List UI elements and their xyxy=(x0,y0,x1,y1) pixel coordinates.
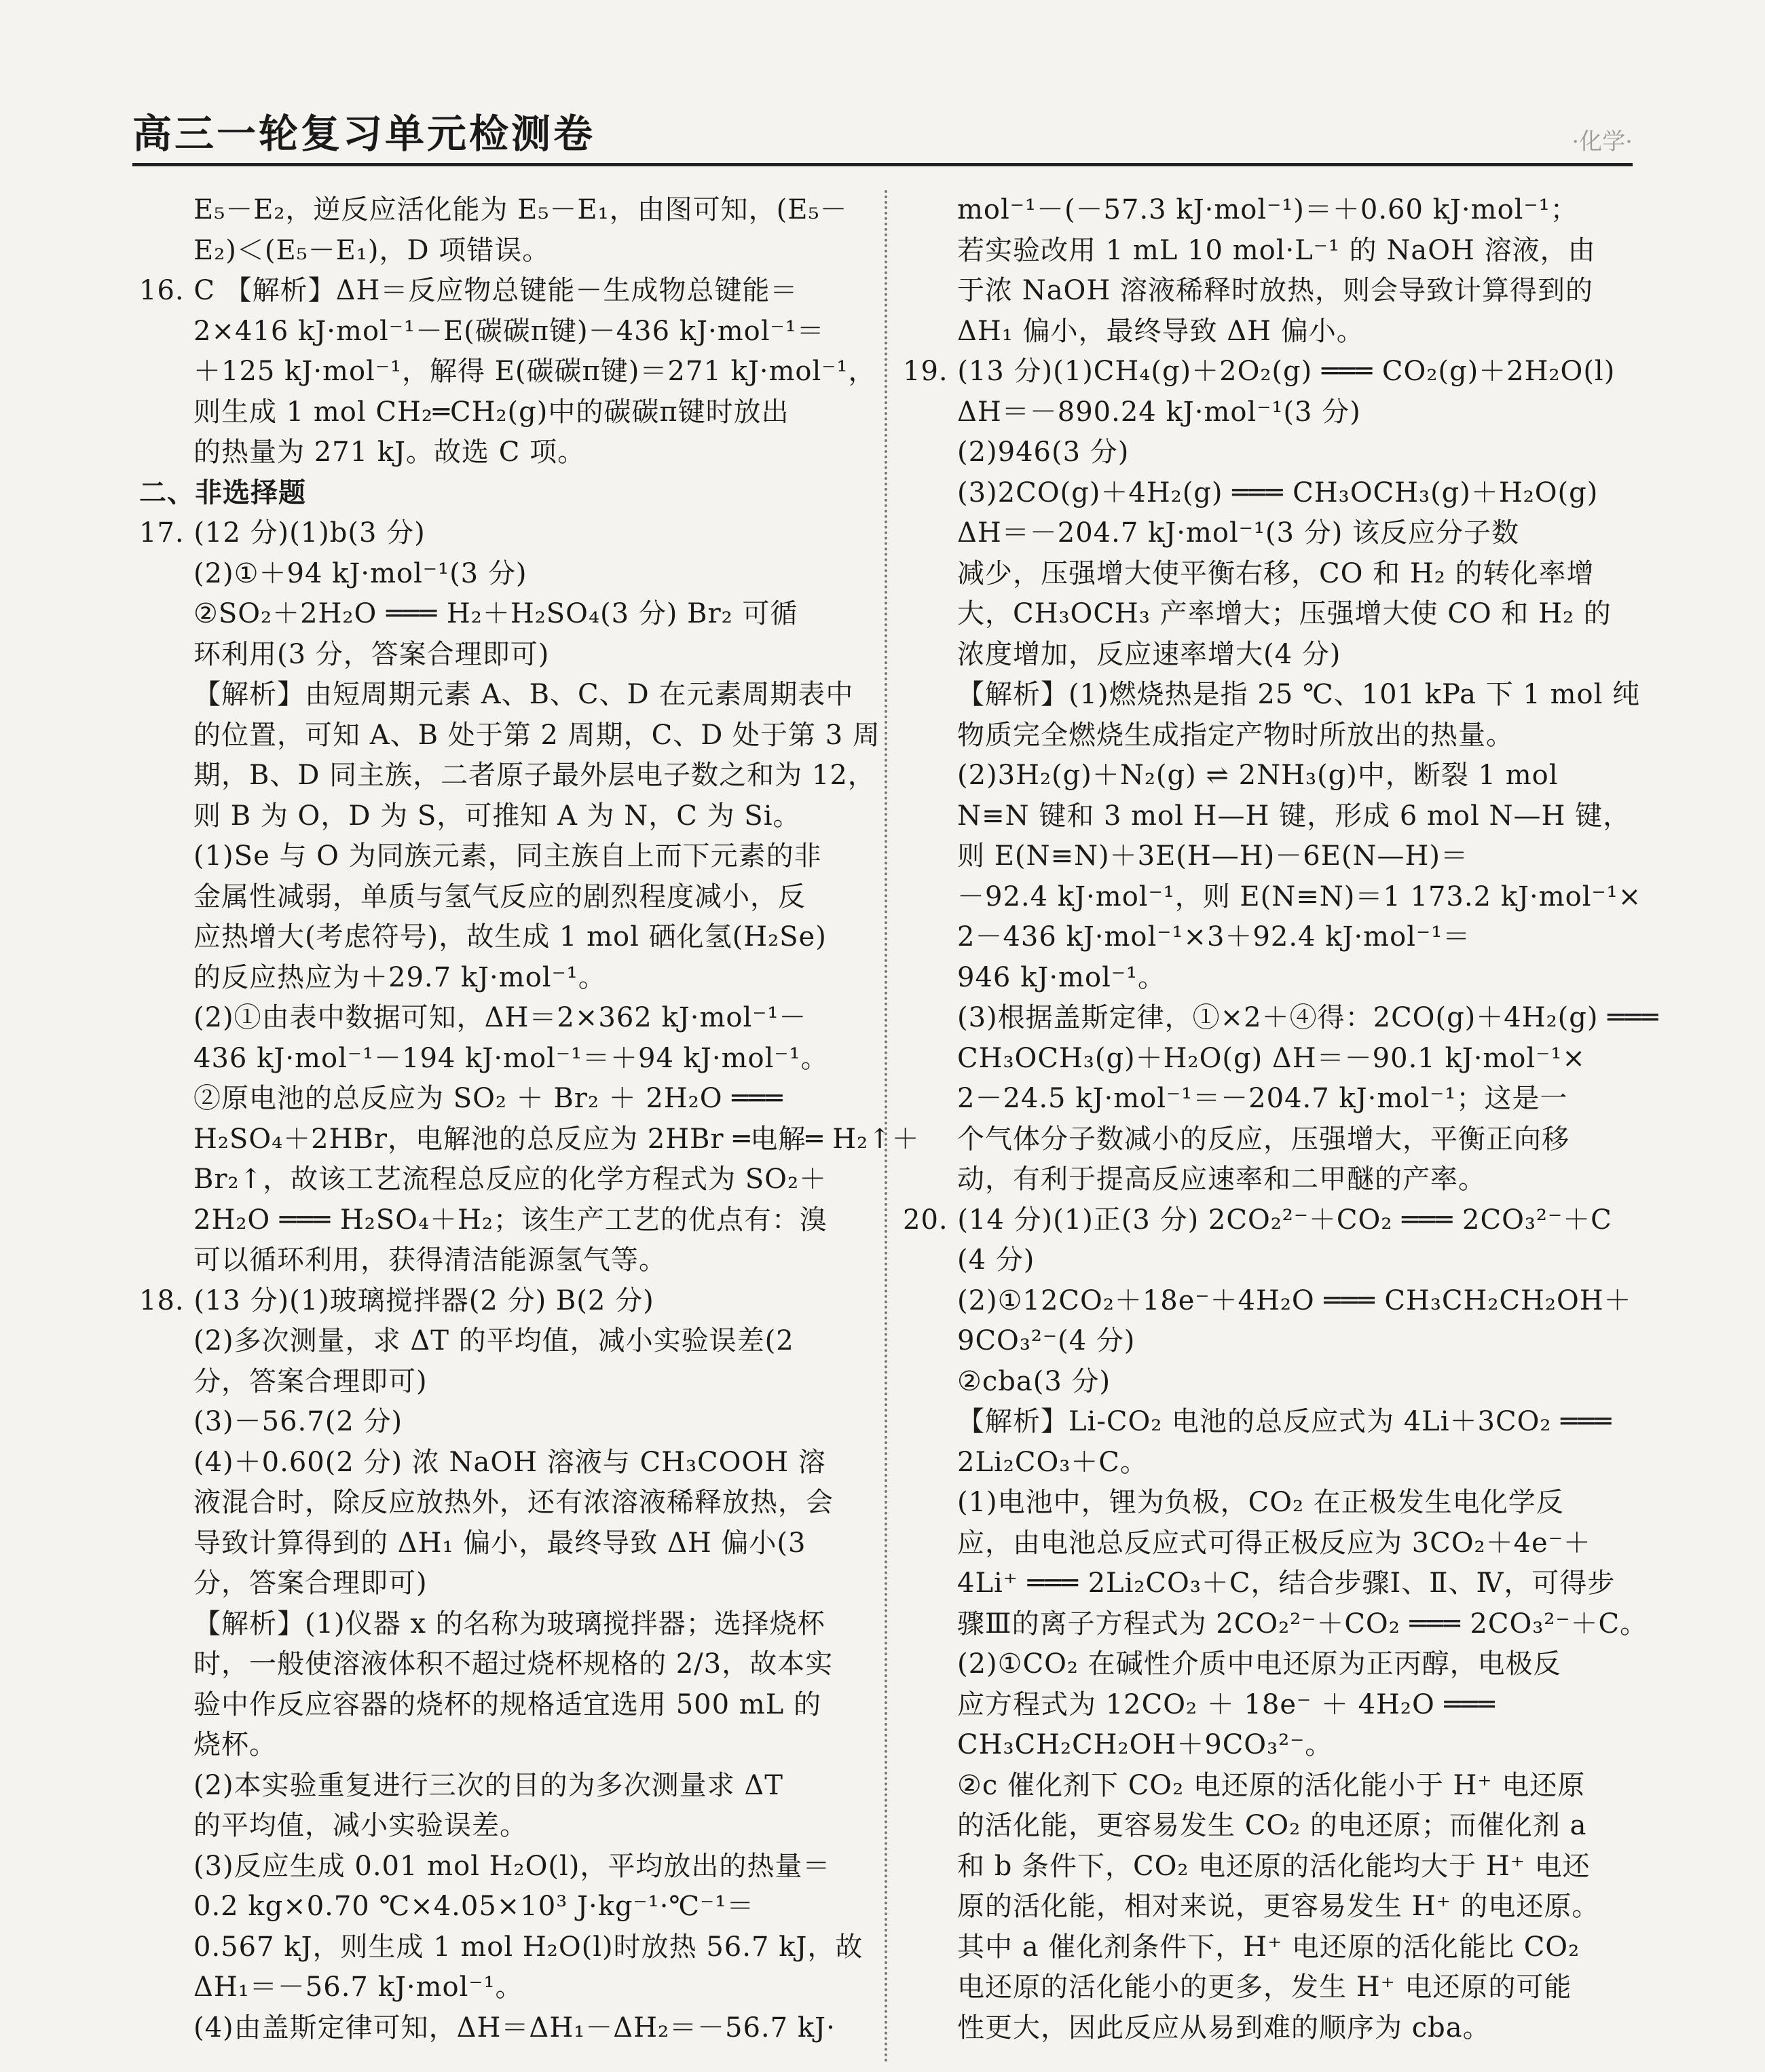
text-line: H₂SO₄＋2HBr，电解池的总反应为 2HBr ═电解═ H₂↑＋ xyxy=(193,1123,920,1155)
text-line: 于浓 NaOH 溶液稀释时放热，则会导致计算得到的 xyxy=(957,275,1593,306)
text-line: 的平均值，减小实验误差。 xyxy=(193,1810,527,1841)
text-line: (4)由盖斯定律可知，ΔH＝ΔH₁－ΔH₂＝－56.7 kJ· xyxy=(193,2012,836,2043)
text-line: 骤Ⅲ的离子方程式为 2CO₂²⁻＋CO₂ ═══ 2CO₃²⁻＋C。 xyxy=(957,1608,1648,1640)
text-line: 减少，压强增大使平衡右移，CO 和 H₂ 的转化率增 xyxy=(957,557,1595,589)
text-line: 可以循环利用，获得清洁能源氢气等。 xyxy=(193,1244,667,1276)
text-line: 0.567 kJ，则生成 1 mol H₂O(l)时放热 56.7 kJ，故 xyxy=(193,1931,863,1963)
text-line: 应热增大(考虑符号)，故生成 1 mol 硒化氢(H₂Se) xyxy=(193,921,827,952)
text-line: (4 分) xyxy=(957,1244,1035,1276)
subject-tag: ·化学· xyxy=(1572,128,1633,155)
page-header xyxy=(132,109,1633,166)
text-line: 若实验改用 1 mL 10 mol·L⁻¹ 的 NaOH 溶液，由 xyxy=(957,234,1596,266)
text-line: 18. (13 分)(1)玻璃搅拌器(2 分) B(2 分) xyxy=(139,1284,654,1316)
text-line: 2×416 kJ·mol⁻¹－E(碳碳π键)－436 kJ·mol⁻¹＝ xyxy=(193,315,825,347)
text-line: 分，答案合理即可) xyxy=(193,1365,428,1397)
text-line: (3)反应生成 0.01 mol H₂O(l)，平均放出的热量＝ xyxy=(193,1850,831,1882)
text-line: 20. (14 分)(1)正(3 分) 2CO₂²⁻＋CO₂ ═══ 2CO₃²⁻＋C xyxy=(903,1204,1612,1236)
text-line: 其中 a 催化剂条件下，H⁺ 电还原的活化能比 CO₂ xyxy=(957,1931,1580,1963)
text-line: (2)①CO₂ 在碱性介质中电还原为正丙醇，电极反 xyxy=(957,1648,1561,1680)
text-line: 2H₂O ═══ H₂SO₄＋H₂；该生产工艺的优点有：溴 xyxy=(193,1204,828,1236)
text-line: (2)①12CO₂＋18e⁻＋4H₂O ═══ CH₃CH₂CH₂OH＋ xyxy=(957,1284,1632,1316)
text-line: 0.2 kg×0.70 ℃×4.05×10³ J·kg⁻¹·℃⁻¹＝ xyxy=(193,1891,755,1922)
text-line: ΔH₁＝－56.7 kJ·mol⁻¹。 xyxy=(193,1972,523,2003)
text-line: ＋125 kJ·mol⁻¹，解得 E(碳碳π键)＝271 kJ·mol⁻¹， xyxy=(193,356,876,387)
text-line: 验中作反应容器的烧杯的规格适宜选用 500 mL 的 xyxy=(193,1688,821,1720)
text-line: E₂)＜(E₅－E₁)，D 项错误。 xyxy=(193,234,551,266)
page-title: 高三一轮复习单元检测卷 xyxy=(132,111,596,157)
text-line: 【解析】Li-CO₂ 电池的总反应式为 4Li＋3CO₂ ═══ xyxy=(957,1406,1612,1437)
text-line: 4Li⁺ ═══ 2Li₂CO₃＋C，结合步骤Ⅰ、Ⅱ、Ⅳ，可得步 xyxy=(957,1568,1616,1599)
text-line: ΔH＝－204.7 kJ·mol⁻¹(3 分) 该反应分子数 xyxy=(957,517,1520,549)
text-line: 二、非选择题 xyxy=(139,477,306,508)
text-line: ②cba(3 分) xyxy=(957,1365,1111,1397)
text-line: (2)多次测量，求 ΔT 的平均值，减小实验误差(2 xyxy=(193,1325,794,1356)
text-line: 【解析】(1)仪器 x 的名称为玻璃搅拌器；选择烧杯 xyxy=(193,1608,825,1640)
text-line: 的活化能，更容易发生 CO₂ 的电还原；而催化剂 a xyxy=(957,1810,1587,1841)
text-line: 则生成 1 mol CH₂═CH₂(g)中的碳碳π键时放出 xyxy=(193,396,789,428)
text-line: (3)根据盖斯定律，①×2＋④得：2CO(g)＋4H₂(g) ═══ xyxy=(957,1002,1659,1033)
text-line: 应，由电池总反应式可得正极反应为 3CO₂＋4e⁻＋ xyxy=(957,1527,1591,1559)
text-line: 物质完全燃烧生成指定产物时所放出的热量。 xyxy=(957,719,1514,751)
text-line: 则 B 为 O，D 为 S，可推知 A 为 N，C 为 Si。 xyxy=(193,800,801,832)
text-line: 大，CH₃OCH₃ 产率增大；压强增大使 CO 和 H₂ 的 xyxy=(957,598,1612,629)
text-line: 16. C 【解析】ΔH＝反应物总键能－生成物总键能＝ xyxy=(139,275,798,306)
text-line: 导致计算得到的 ΔH₁ 偏小，最终导致 ΔH 偏小(3 xyxy=(193,1527,806,1559)
text-line: ②原电池的总反应为 SO₂ ＋ Br₂ ＋ 2H₂O ═══ xyxy=(193,1083,783,1114)
left-column xyxy=(139,190,920,2048)
text-line: 2－436 kJ·mol⁻¹×3＋92.4 kJ·mol⁻¹＝ xyxy=(957,921,1471,952)
text-line: (1)Se 与 O 为同族元素，同主族自上而下元素的非 xyxy=(193,840,822,872)
text-line: 动，有利于提高反应速率和二甲醚的产率。 xyxy=(957,1164,1486,1195)
text-line: (2)3H₂(g)＋N₂(g) ⇌ 2NH₃(g)中，断裂 1 mol xyxy=(957,760,1559,791)
text-line: －92.4 kJ·mol⁻¹，则 E(N≡N)＝1 173.2 kJ·mol⁻¹× xyxy=(957,881,1642,912)
text-line: 原的活化能，相对来说，更容易发生 H⁺ 的电还原。 xyxy=(957,1891,1600,1922)
text-line: (2)946(3 分) xyxy=(957,437,1130,468)
text-line: 19. (13 分)(1)CH₄(g)＋2O₂(g) ═══ CO₂(g)＋2H₂O(l) xyxy=(903,356,1616,387)
text-line: 的热量为 271 kJ。故选 C 项。 xyxy=(193,437,586,468)
text-line: 浓度增加，反应速率增大(4 分) xyxy=(957,638,1341,670)
text-line: (2)本实验重复进行三次的目的为多次测量求 ΔT xyxy=(193,1769,783,1801)
text-line: 946 kJ·mol⁻¹。 xyxy=(957,961,1166,993)
text-line: 分，答案合理即可) xyxy=(193,1568,428,1599)
text-line: 的反应热应为＋29.7 kJ·mol⁻¹。 xyxy=(193,961,606,993)
text-line: 液混合时，除反应放热外，还有浓溶液稀释放热，会 xyxy=(193,1487,834,1518)
text-line: ②c 催化剂下 CO₂ 电还原的活化能小于 H⁺ 电还原 xyxy=(957,1769,1586,1801)
text-line: CH₃OCH₃(g)＋H₂O(g) ΔH＝－90.1 kJ·mol⁻¹× xyxy=(957,1042,1586,1074)
text-line: 的位置，可知 A、B 处于第 2 周期，C、D 处于第 3 周 xyxy=(193,719,880,751)
text-line: 436 kJ·mol⁻¹－194 kJ·mol⁻¹＝＋94 kJ·mol⁻¹。 xyxy=(193,1042,829,1074)
text-line: 应方程式为 12CO₂ ＋ 18e⁻ ＋ 4H₂O ═══ xyxy=(957,1688,1495,1720)
text-line: ΔH₁ 偏小，最终导致 ΔH 偏小。 xyxy=(957,315,1364,347)
text-line: Br₂↑，故该工艺流程总反应的化学方程式为 SO₂＋ xyxy=(193,1164,828,1195)
text-line: 环利用(3 分，答案合理即可) xyxy=(193,638,550,670)
text-line: (4)＋0.60(2 分) 浓 NaOH 溶液与 CH₃COOH 溶 xyxy=(193,1446,826,1478)
text-line: (1)电池中，锂为负极，CO₂ 在正极发生电化学反 xyxy=(957,1487,1564,1518)
text-line: 金属性减弱，单质与氢气反应的剧烈程度减小，反 xyxy=(193,881,806,912)
text-line: ②SO₂＋2H₂O ═══ H₂＋H₂SO₄(3 分) Br₂ 可循 xyxy=(193,598,798,629)
text-line: (2)①＋94 kJ·mol⁻¹(3 分) xyxy=(193,557,527,589)
text-line: N≡N 键和 3 mol H—H 键，形成 6 mol N—H 键， xyxy=(957,800,1631,832)
text-line: 2－24.5 kJ·mol⁻¹＝－204.7 kJ·mol⁻¹；这是一 xyxy=(957,1083,1568,1114)
text-line: 性更大，因此反应从易到难的顺序为 cba。 xyxy=(957,2012,1491,2043)
text-line: mol⁻¹－(－57.3 kJ·mol⁻¹)＝＋0.60 kJ·mol⁻¹； xyxy=(957,194,1578,225)
text-line: (3)－56.7(2 分) xyxy=(193,1406,403,1437)
text-line: 期，B、D 同主族，二者原子最外层电子数之和为 12， xyxy=(193,760,876,791)
text-line: (3)2CO(g)＋4H₂(g) ═══ CH₃OCH₃(g)＋H₂O(g) xyxy=(957,477,1599,508)
text-line: 个气体分子数减小的反应，压强增大，平衡正向移 xyxy=(957,1123,1569,1155)
text-line: 烧杯。 xyxy=(193,1729,277,1760)
text-line: 9CO₃²⁻(4 分) xyxy=(957,1325,1136,1356)
text-line: CH₃CH₂CH₂OH＋9CO₃²⁻。 xyxy=(957,1729,1333,1760)
text-line: 【解析】(1)燃烧热是指 25 ℃、101 kPa 下 1 mol 纯 xyxy=(957,679,1641,710)
text-line: 则 E(N≡N)＋3E(H—H)－6E(N—H)＝ xyxy=(957,840,1469,872)
text-line: 2Li₂CO₃＋C。 xyxy=(957,1446,1148,1478)
text-line: 电还原的活化能小的更多，发生 H⁺ 电还原的可能 xyxy=(957,1972,1572,2003)
text-line: ΔH＝－890.24 kJ·mol⁻¹(3 分) xyxy=(957,396,1361,428)
text-line: 和 b 条件下，CO₂ 电还原的活化能均大于 H⁺ 电还 xyxy=(957,1850,1591,1882)
text-line: (2)①由表中数据可知，ΔH＝2×362 kJ·mol⁻¹－ xyxy=(193,1002,807,1033)
text-line: 时，一般使溶液体积不超过烧杯规格的 2/3，故本实 xyxy=(193,1648,834,1680)
right-column xyxy=(903,190,1659,2048)
text-line: 17. (12 分)(1)b(3 分) xyxy=(139,517,426,549)
text-line: E₅－E₂，逆反应活化能为 E₅－E₁，由图可知，(E₅－ xyxy=(193,194,848,225)
text-line: 【解析】由短周期元素 A、B、C、D 在元素周期表中 xyxy=(193,679,854,710)
